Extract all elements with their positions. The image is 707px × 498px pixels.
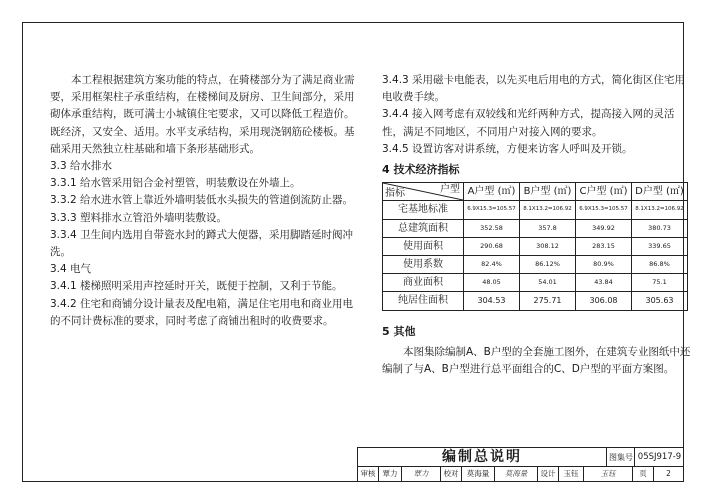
table-cell: 86.8% — [632, 256, 688, 274]
review-label: 审核 — [358, 467, 379, 481]
check-label: 校对 — [441, 467, 462, 481]
clause-3-4-2: 3.4.2 住宅和商铺分设计量表及配电箱，满足住宅用电和商业用电的不同计费标准的要求，同时考虑了商铺出租时的收费要求。 — [50, 297, 354, 327]
page-number: 2 — [666, 469, 671, 478]
table-row — [383, 237, 688, 255]
table-cell: 352.58 — [464, 219, 520, 237]
table-cell: 304.53 — [464, 292, 520, 310]
clause-3-4-1: 3.4.1 楼梯照明采用声控延时开关，既便于控制，又利于节能。 — [50, 280, 343, 293]
drawing-title: 编制总说明 — [442, 449, 522, 465]
row-label: 宅基地标准 — [383, 201, 464, 219]
left-column — [50, 72, 355, 330]
table-cell: 380.73 — [632, 219, 688, 237]
table-cell: 357.8 — [520, 219, 576, 237]
title-block — [357, 447, 682, 480]
row-label: 使用系数 — [383, 256, 464, 274]
table-cell: 43.84 — [576, 274, 632, 292]
design-label: 设计 — [538, 467, 559, 481]
reviewer-name: 覃力 — [379, 467, 402, 481]
table-row — [383, 256, 688, 274]
row-label: 纯居住面积 — [383, 292, 464, 310]
table-cell: 82.4% — [464, 256, 520, 274]
checker-signature: 莫海量 — [495, 467, 538, 481]
table-cell: 6.9X15.3=105.57 — [464, 201, 520, 219]
table-cell: 8.1X13.2=106.92 — [632, 201, 688, 219]
atlas-number-label: 图集号 — [606, 448, 635, 467]
clause-3-4-5: 3.4.5 设置访客对讲系统，方便来访客人呼叫及开锁。 — [382, 142, 633, 155]
table-cell: 349.92 — [576, 219, 632, 237]
header-cell: D户型 (㎡) — [632, 183, 688, 201]
table-cell: 275.71 — [520, 292, 576, 310]
table-cell: 48.05 — [464, 274, 520, 292]
header-cell: B户型 (㎡) — [520, 183, 576, 201]
table-row — [383, 274, 688, 292]
checker-name: 莫海量 — [462, 467, 495, 481]
section-5-paragraph: 本图集除编制A、B户型的全套施工图外，在建筑专业图纸中还编制了与A、B户型进行总平面组合的C、D户型的平面方案图。 — [382, 345, 691, 376]
table-cell: 86.12% — [520, 256, 576, 274]
tech-economic-table — [382, 182, 688, 310]
table-cell: 305.63 — [632, 292, 688, 310]
atlas-number: 05SJ917-9 — [634, 448, 684, 467]
table-cell: 339.65 — [632, 237, 688, 255]
table-cell: 308.12 — [520, 237, 576, 255]
table-cell: 80.9% — [576, 256, 632, 274]
table-row — [383, 219, 688, 237]
right-column — [382, 72, 692, 378]
corner-top-label: 户型 — [440, 184, 460, 196]
clause-3-4-4: 3.4.4 接入网考虑有双较线和光纤两种方式，提高接入网的灵活性，满足不同地区，不同用户对接入网的要求。 — [382, 108, 675, 138]
table-cell: 290.68 — [464, 237, 520, 255]
table-cell: 283.15 — [576, 237, 632, 255]
section-3-4-heading: 3.4 电气 — [50, 263, 92, 276]
corner-bottom-label: 指标 — [385, 188, 405, 200]
clause-3-4-3: 3.4.3 采用磁卡电能表，以先买电后用电的方式，简化街区住宅用电收费手续。 — [382, 74, 686, 104]
table-corner-cell — [383, 183, 464, 201]
designer-signature: 玉钰 — [584, 467, 633, 481]
page-label: 页 — [633, 467, 654, 481]
row-label: 使用面积 — [383, 237, 464, 255]
section-4-heading: 4 技术经济指标 — [382, 163, 460, 177]
table-row — [383, 201, 688, 219]
table-cell: 54.01 — [520, 274, 576, 292]
designer-name: 玉钰 — [559, 467, 584, 481]
section-3-3-heading: 3.3 给水排水 — [50, 160, 113, 173]
reviewer-signature: 覃力 — [402, 467, 441, 481]
row-label: 商业面积 — [383, 274, 464, 292]
section-5-heading: 5 其他 — [382, 324, 416, 338]
table-cell: 6.9X15.3=105.57 — [576, 201, 632, 219]
clause-3-3-2: 3.3.2 给水进水管上靠近外墙明装低水头损失的管道倒流防止器。 — [50, 194, 354, 207]
header-cell: C户型 (㎡) — [576, 183, 632, 201]
title-block-top-row — [357, 447, 683, 467]
header-cell: A户型 (㎡) — [464, 183, 520, 201]
clause-3-3-3: 3.3.3 塑料排水立管沿外墙明装敷设。 — [50, 211, 228, 224]
clause-3-3-1: 3.3.1 给水管采用铝合金衬塑管，明装敷设在外墙上。 — [50, 177, 301, 190]
row-label: 总建筑面积 — [383, 219, 464, 237]
title-block-sign-row — [357, 466, 683, 481]
table-row — [383, 292, 688, 310]
structure-paragraph: 本工程根据建筑方案功能的特点，在骑楼部分为了满足商业需要，采用框架柱子承重结构，在楼梯间及厨房、卫生间部分，采用砌体承重结构，既可满士小城镇住宅要求，又可以降低工程造价。既经济，又安全、适用。水平支承结构，采用现浇钢筋砼楼板。基础采用天然独立柱基础和墙下条形基础形式。 — [50, 74, 355, 155]
table-cell: 306.08 — [576, 292, 632, 310]
clause-3-3-4: 3.3.4 卫生间内选用自带瓷水封的蹲式大便器，采用脚踏延时阀冲洗。 — [50, 228, 354, 259]
table-cell: 8.1X13.2=106.92 — [520, 201, 576, 219]
table-cell: 75.1 — [632, 274, 688, 292]
table-header-row — [383, 183, 688, 201]
